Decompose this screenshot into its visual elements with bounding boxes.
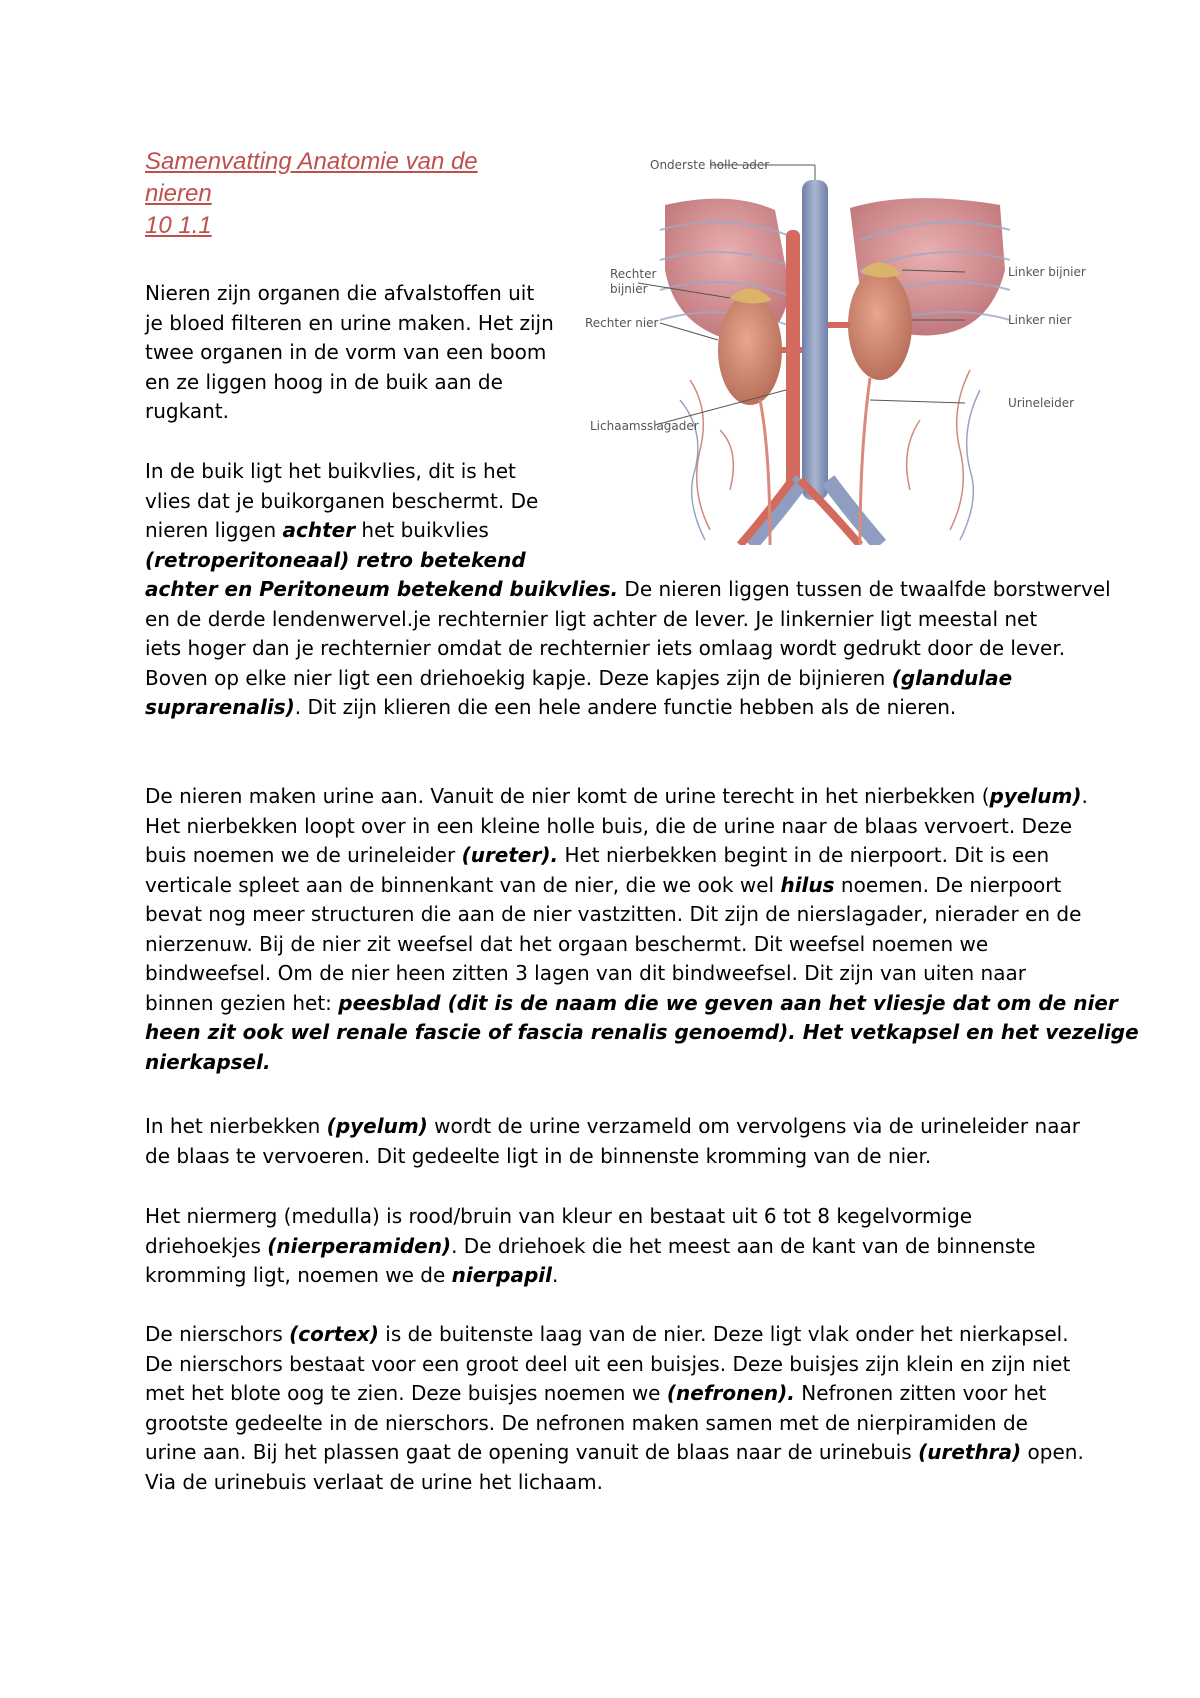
- label-ureter: Urineleider: [1008, 396, 1075, 410]
- title-line-3: 10 1.1: [145, 212, 212, 239]
- p2-line-8: Boven op elke nier ligt een driehoekig kapje. Deze kapjes zijn de bijnieren (glandulae: [145, 665, 1013, 690]
- p2-line-5: achter en Peritoneum betekend buikvlies. De nieren liggen tussen de twaalfde borstwervel: [145, 577, 1111, 601]
- p1-line-4: en ze liggen hoog in de buik aan de: [145, 369, 503, 394]
- paragraph-buikvlies: [145, 457, 1111, 723]
- p1-line-1: Nieren zijn organen die afvalstoffen uit: [145, 281, 535, 305]
- p2-line-7: iets hoger dan je rechternier omdat de rechternier iets omlaag wordt gedrukt door de lever.: [145, 636, 1066, 660]
- paragraph-niermerg: [145, 1202, 1085, 1291]
- left-kidney-shape: [848, 270, 912, 380]
- label-vena-cava: Onderste holle ader: [650, 158, 770, 172]
- p6-line-6: Via de urinebuis verlaat de urine het lichaam.: [145, 1469, 604, 1494]
- p3-line-4: verticale spleet aan de binnenkant van de nier, die we ook wel hilus noemen. De nierpoort: [145, 872, 1062, 897]
- p1-line-5: rugkant.: [145, 399, 229, 423]
- label-left-kidney: Linker nier: [1008, 313, 1072, 327]
- p2-line-3: nieren liggen achter het buikvlies: [145, 518, 489, 542]
- p2-line-1: In de buik ligt het buikvlies, dit is het: [145, 459, 516, 483]
- aorta-shape: [786, 230, 800, 490]
- p3-line-7: bindweefsel. Om de nier heen zitten 3 lagen van dit bindweefsel. Dit zijn van uiten naar: [145, 961, 1026, 985]
- label-right-adrenal-1: Rechter: [610, 267, 657, 281]
- paragraph-intro: [145, 279, 575, 427]
- right-kidney-shape: [718, 295, 782, 405]
- document-title: [145, 146, 565, 242]
- label-right-adrenal-2: bijnier: [610, 282, 648, 296]
- p1-line-2: je bloed filteren en urine maken. Het zijn: [145, 310, 554, 335]
- p5-line-2: driehoekjes (nierperamiden). De driehoek die het meest aan de kant van de binnenste: [145, 1233, 1036, 1258]
- p6-line-4: grootste gedeelte in de nierschors. De nefronen maken samen met de nierpiramiden de: [145, 1410, 1028, 1435]
- title-line-1: Samenvatting Anatomie van de: [145, 148, 478, 175]
- p5-line-3: kromming ligt, noemen we de nierpapil.: [145, 1263, 559, 1287]
- p2-line-6: en de derde lendenwervel.je rechternier ligt achter de lever. Je linkernier ligt meestal net: [145, 606, 1038, 631]
- p4-line-1: In het nierbekken (pyelum) wordt de urine verzameld om vervolgens via de urineleider naar: [145, 1114, 1080, 1138]
- title-line-2: nieren: [145, 180, 212, 207]
- p2-line-9: suprarenalis). Dit zijn klieren die een hele andere functie hebben als de nieren.: [145, 695, 957, 719]
- p6-line-1: De nierschors (cortex) is de buitenste laag van de nier. Deze ligt vlak onder het nierkapsel.: [145, 1322, 1069, 1346]
- vena-cava-shape: [802, 180, 828, 500]
- label-aorta: Lichaamsslagader: [590, 419, 699, 433]
- p3-line-10: nierkapsel.: [145, 1049, 271, 1074]
- p3-line-1: De nieren maken urine aan. Vanuit de nier komt de urine terecht in het nierbekken (pyelum).: [145, 784, 1088, 808]
- p3-line-5: bevat nog meer structuren die aan de nier vastzitten. Dit zijn de nierslagader, nierader en de: [145, 902, 1082, 926]
- p3-line-9: heen zit ook wel renale fascie of fascia renalis genoemd). Het vetkapsel en het vezelige: [145, 1020, 1139, 1044]
- p2-line-4: (retroperitoneaal) retro betekend: [145, 547, 526, 572]
- p3-line-3: buis noemen we de urineleider (ureter). Het nierbekken begint in de nierpoort. Dit is een: [145, 843, 1050, 867]
- label-right-kidney: Rechter nier: [585, 316, 659, 330]
- p5-line-1: Het niermerg (medulla) is rood/bruin van kleur en bestaat uit 6 tot 8 kegelvormige: [145, 1204, 973, 1228]
- p6-line-2: De nierschors bestaat voor een groot deel uit een buisjes. Deze buisjes zijn klein en zijn niet: [145, 1351, 1071, 1376]
- p2-line-2: vlies dat je buikorganen beschermt. De: [145, 488, 539, 513]
- p1-line-3: twee organen in de vorm van een boom: [145, 340, 547, 364]
- paragraph-urine: [145, 782, 1139, 1077]
- paragraph-nierbekken: [145, 1112, 1085, 1171]
- p3-line-6: nierzenuw. Bij de nier zit weefsel dat het orgaan beschermt. Dit weefsel noemen we: [145, 931, 989, 956]
- p4-line-2: de blaas te vervoeren. Dit gedeelte ligt in de binnenste kromming van de nier.: [145, 1143, 932, 1168]
- p3-line-2: Het nierbekken loopt over in een kleine holle buis, die de urine naar de blaas vervoert. Deze: [145, 813, 1073, 838]
- label-left-adrenal: Linker bijnier: [1008, 265, 1086, 279]
- p3-line-8: binnen gezien het: peesblad (dit is de naam die we geven aan het vliesje dat om de nier: [145, 990, 1118, 1015]
- paragraph-nierschors: [145, 1320, 1085, 1497]
- p6-line-3: met het blote oog te zien. Deze buisjes noemen we (nefronen). Nefronen zitten voor het: [145, 1381, 1047, 1405]
- p6-line-5: urine aan. Bij het plassen gaat de opening vanuit de blaas naar de urinebuis (urethra) open.: [145, 1440, 1084, 1464]
